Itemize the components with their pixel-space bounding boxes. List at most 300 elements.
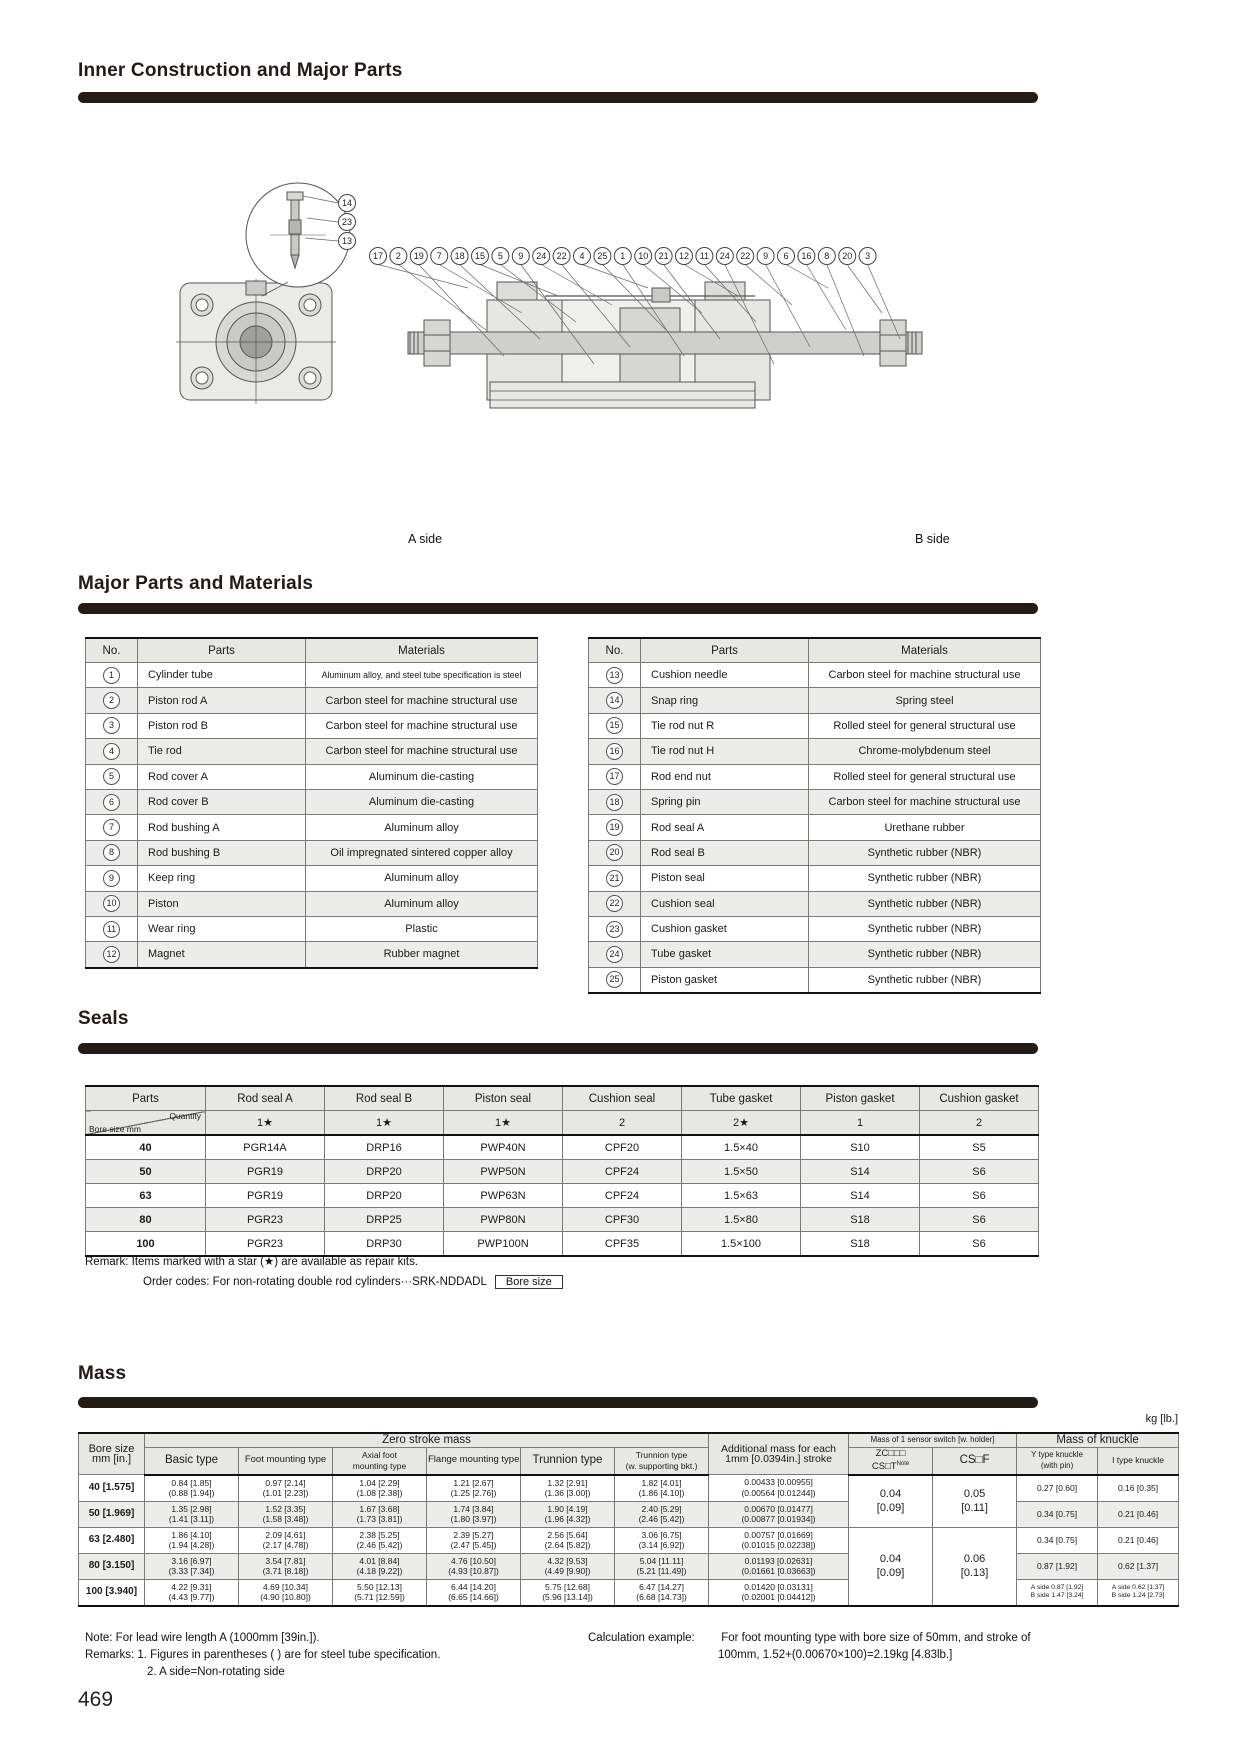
zero-stroke-mass-cell: 3.54 [7.81] (3.71 [8.18]) (239, 1553, 333, 1579)
title-rule-bar (78, 92, 1038, 103)
quantity-cell: 1 (801, 1111, 920, 1136)
part-number-cell (589, 815, 641, 840)
part-name-cell: Rod bushing B (138, 840, 306, 865)
sensor-csf-mass-cell: 0.06 [0.13] (933, 1527, 1017, 1606)
svg-text:6: 6 (783, 251, 789, 262)
sensor-zc-cst-mass-cell: 0.04 [0.09] (849, 1527, 933, 1606)
material-cell: Rolled steel for general structural use (809, 713, 1041, 738)
quantity-cell: 1★ (444, 1111, 563, 1136)
zero-stroke-mass-cell: 1.04 [2.29] (1.08 [2.38]) (333, 1475, 427, 1502)
sensor-switch-group-header: Mass of 1 sensor switch [w. holder] (849, 1433, 1017, 1447)
callout-23 (339, 214, 356, 231)
part-name-cell: Tie rod (138, 739, 306, 764)
construction-diagram (0, 130, 1240, 546)
table-row (589, 789, 1041, 814)
circled-number: 2 (103, 692, 120, 709)
part-number-cell (589, 866, 641, 891)
bore-size-cell: 100 (86, 1232, 206, 1257)
i-knuckle-mass-cell: 0.21 [0.46] (1098, 1501, 1179, 1527)
table-row (86, 713, 538, 738)
part-number-cell (86, 663, 138, 688)
table-row (589, 663, 1041, 688)
seal-value-cell: CPF24 (563, 1184, 682, 1208)
zero-stroke-mass-cell: 6.44 [14.20] (6.65 [14.66]) (427, 1579, 521, 1606)
bore-size-cell: 80 [3.150] (79, 1553, 145, 1579)
seal-value-cell: S6 (920, 1208, 1039, 1232)
bore-size-cell: 63 (86, 1184, 206, 1208)
svg-text:20: 20 (842, 251, 853, 262)
circled-number: 6 (103, 794, 120, 811)
seal-value-cell: S6 (920, 1184, 1039, 1208)
svg-text:15: 15 (474, 251, 486, 262)
svg-text:5: 5 (497, 251, 503, 262)
mass-rule-bar (78, 1397, 1038, 1408)
svg-text:2: 2 (395, 251, 401, 262)
part-name-cell: Piston rod A (138, 688, 306, 713)
circled-number: 14 (606, 692, 623, 709)
mass-unit-label: kg [lb.] (1145, 1413, 1178, 1425)
bore-quantity-corner-cell: Quantity Bore size mm (86, 1111, 206, 1136)
part-number-cell (589, 739, 641, 764)
svg-text:11: 11 (699, 251, 710, 262)
zero-stroke-mass-cell: 0.84 [1.85] (0.88 [1.94]) (145, 1475, 239, 1502)
part-number-cell (589, 688, 641, 713)
part-name-cell: Rod seal B (641, 840, 809, 865)
material-cell: Plastic (306, 916, 538, 941)
zero-stroke-mass-cell: 1.52 [3.35] (1.58 [3.48]) (239, 1501, 333, 1527)
svg-text:13: 13 (341, 236, 353, 247)
parts-table-left (85, 637, 538, 969)
column-header: Tube gasket (682, 1086, 801, 1111)
part-name-cell: Cylinder tube (138, 663, 306, 688)
header-row-2 (79, 1447, 1179, 1475)
zero-stroke-mass-cell: 2.39 [5.27] (2.47 [5.45]) (427, 1527, 521, 1553)
table-row (86, 916, 538, 941)
detail-circle (246, 183, 353, 296)
additional-mass-cell: 0.01193 [0.02631] (0.01661 [0.03663]) (709, 1553, 849, 1579)
material-cell: Synthetic rubber (NBR) (809, 942, 1041, 967)
part-name-cell: Piston gasket (641, 967, 809, 993)
svg-text:23: 23 (341, 217, 353, 228)
part-name-cell: Tie rod nut H (641, 739, 809, 764)
bore-size-cell: 63 [2.480] (79, 1527, 145, 1553)
column-header: Parts (138, 638, 306, 663)
mass-notes-right (588, 1630, 1031, 1664)
additional-mass-cell: 0.00670 [0.01477] (0.00877 [0.01934]) (709, 1501, 849, 1527)
part-name-cell: Rod end nut (641, 764, 809, 789)
sensor-csf-header: CS□F (933, 1447, 1017, 1475)
seal-value-cell: 1.5×40 (682, 1135, 801, 1160)
column-header: Parts (641, 638, 809, 663)
circled-number: 8 (103, 844, 120, 861)
header-row (589, 638, 1041, 663)
seal-value-cell: 1.5×80 (682, 1208, 801, 1232)
material-cell: Synthetic rubber (NBR) (809, 916, 1041, 941)
part-name-cell: Tube gasket (641, 942, 809, 967)
svg-text:18: 18 (454, 251, 465, 262)
i-knuckle-header: I type knuckle (1098, 1447, 1179, 1475)
column-header: Rod seal B (325, 1086, 444, 1111)
material-cell: Carbon steel for machine structural use (306, 739, 538, 764)
seal-row (86, 1135, 1039, 1160)
mounting-type-header: Axial foot mounting type (333, 1447, 427, 1475)
calc-example-line1: For foot mounting type with bore size of 50mm, and stroke of (721, 1632, 1031, 1644)
part-name-cell: Cushion seal (641, 891, 809, 916)
additional-mass-header: Additional mass for each 1mm [0.0394in.] stroke (709, 1433, 849, 1475)
callout-14 (339, 195, 356, 212)
part-name-cell: Cushion needle (641, 663, 809, 688)
part-number-cell (589, 967, 641, 993)
svg-text:24: 24 (536, 251, 547, 262)
svg-text:19: 19 (413, 251, 424, 262)
seal-value-cell: 1.5×100 (682, 1232, 801, 1257)
material-cell: Oil impregnated sintered copper alloy (306, 840, 538, 865)
zero-stroke-mass-cell: 5.04 [11.11] (5.21 [11.49]) (615, 1553, 709, 1579)
bore-size-cell: 100 [3.940] (79, 1579, 145, 1606)
quantity-cell: 2 (563, 1111, 682, 1136)
seal-value-cell: S14 (801, 1160, 920, 1184)
seal-value-cell: CPF20 (563, 1135, 682, 1160)
circled-number: 11 (103, 921, 120, 938)
part-number-cell (589, 942, 641, 967)
column-header: No. (86, 638, 138, 663)
column-header: No. (589, 638, 641, 663)
column-header: Piston seal (444, 1086, 563, 1111)
zero-stroke-mass-cell: 4.01 [8.84] (4.18 [9.22]) (333, 1553, 427, 1579)
table-row (589, 942, 1041, 967)
table-row (589, 713, 1041, 738)
svg-text:4: 4 (579, 251, 585, 262)
part-number-cell (589, 713, 641, 738)
seal-value-cell: DRP20 (325, 1184, 444, 1208)
material-cell: Rubber magnet (306, 942, 538, 968)
zero-stroke-mass-cell: 0.97 [2.14] (1.01 [2.23]) (239, 1475, 333, 1502)
seal-value-cell: CPF30 (563, 1208, 682, 1232)
seal-value-cell: PWP63N (444, 1184, 563, 1208)
circled-number: 21 (606, 870, 623, 887)
part-number-cell (86, 688, 138, 713)
material-cell: Carbon steel for machine structural use (809, 789, 1041, 814)
table-row (589, 840, 1041, 865)
bore-size-box: Bore size (495, 1275, 563, 1289)
part-name-cell: Piston rod B (138, 713, 306, 738)
part-number-cell (589, 916, 641, 941)
zero-stroke-mass-cell: 3.06 [6.75] (3.14 [6.92]) (615, 1527, 709, 1553)
part-name-cell: Rod bushing A (138, 815, 306, 840)
part-number-cell (86, 739, 138, 764)
column-header: Piston gasket (801, 1086, 920, 1111)
seal-value-cell: PWP40N (444, 1135, 563, 1160)
part-number-cell (86, 866, 138, 891)
svg-text:12: 12 (678, 251, 690, 262)
column-header: Cushion gasket (920, 1086, 1039, 1111)
material-cell: Aluminum alloy (306, 815, 538, 840)
seal-row (86, 1160, 1039, 1184)
svg-text:22: 22 (556, 251, 567, 262)
part-number-cell (86, 840, 138, 865)
zero-stroke-mass-cell: 4.22 [9.31] (4.43 [9.77]) (145, 1579, 239, 1606)
header-row (86, 1086, 1039, 1111)
circled-number: 17 (606, 768, 623, 785)
table-row (86, 764, 538, 789)
material-cell: Rolled steel for general structural use (809, 764, 1041, 789)
zero-stroke-mass-cell: 1.35 [2.98] (1.41 [3.11]) (145, 1501, 239, 1527)
seals-rule-bar (78, 1043, 1038, 1054)
part-number-cell (589, 789, 641, 814)
material-cell: Spring steel (809, 688, 1041, 713)
seal-value-cell: 1.5×63 (682, 1184, 801, 1208)
material-cell: Carbon steel for machine structural use (306, 688, 538, 713)
seal-value-cell: S6 (920, 1160, 1039, 1184)
part-name-cell: Cushion gasket (641, 916, 809, 941)
seals-table (85, 1085, 1039, 1257)
y-knuckle-mass-cell: 0.34 [0.75] (1017, 1501, 1098, 1527)
table-row (589, 688, 1041, 713)
seals-remark-1: Remark: Items marked with a star (★) are available as repair kits. (85, 1256, 419, 1268)
seals-remark-2 (143, 1275, 563, 1289)
seal-value-cell: DRP16 (325, 1135, 444, 1160)
seal-value-cell: CPF35 (563, 1232, 682, 1257)
seal-value-cell: PWP100N (444, 1232, 563, 1257)
seals-heading: Seals (78, 1008, 129, 1029)
circled-number: 20 (606, 844, 623, 861)
parts-table-right (588, 637, 1041, 994)
a-side-label: A side (408, 532, 443, 546)
part-number-cell (86, 789, 138, 814)
header-row (86, 638, 538, 663)
material-cell: Aluminum die-casting (306, 789, 538, 814)
part-name-cell: Piston seal (641, 866, 809, 891)
material-cell: Aluminum die-casting (306, 764, 538, 789)
table-row (589, 891, 1041, 916)
part-name-cell: Wear ring (138, 916, 306, 941)
table-row (86, 942, 538, 968)
sensor-zc-cst-mass-cell: 0.04 [0.09] (849, 1475, 933, 1528)
svg-text:22: 22 (740, 251, 751, 262)
table-row (86, 739, 538, 764)
mass-table (78, 1432, 1179, 1607)
y-knuckle-mass-cell: A side 0.87 [1.92] B side 1.47 [3.24] (1017, 1579, 1098, 1606)
order-codes-text: Order codes: For non-rotating double rod cylinders···SRK-NDDADL (143, 1276, 487, 1288)
y-knuckle-mass-cell: 0.34 [0.75] (1017, 1527, 1098, 1553)
table-row (589, 967, 1041, 993)
table-row (86, 840, 538, 865)
table-row (86, 688, 538, 713)
zero-stroke-mass-cell: 6.47 [14.27] (6.68 [14.73]) (615, 1579, 709, 1606)
circled-number: 15 (606, 717, 623, 734)
table-row (589, 866, 1041, 891)
i-knuckle-mass-cell: 0.16 [0.35] (1098, 1475, 1179, 1502)
zero-stroke-group-header: Zero stroke mass (145, 1433, 709, 1447)
mass-remark-1: Remarks: 1. Figures in parentheses ( ) are for steel tube specification. (85, 1649, 441, 1661)
circled-number: 24 (606, 946, 623, 963)
part-name-cell: Rod seal A (641, 815, 809, 840)
circled-number: 19 (606, 819, 623, 836)
table-row (86, 891, 538, 916)
svg-text:3: 3 (865, 251, 871, 262)
svg-text:1: 1 (620, 251, 626, 262)
column-header: Materials (809, 638, 1041, 663)
seal-value-cell: S14 (801, 1184, 920, 1208)
quantity-row (86, 1111, 1039, 1136)
material-cell: Chrome-molybdenum steel (809, 739, 1041, 764)
table-row (589, 739, 1041, 764)
svg-text:25: 25 (597, 251, 608, 262)
knuckle-group-header: Mass of knuckle (1017, 1433, 1179, 1447)
table-row (86, 789, 538, 814)
material-cell: Synthetic rubber (NBR) (809, 967, 1041, 993)
mounting-type-header: Basic type (145, 1447, 239, 1475)
header-row-1 (79, 1433, 1179, 1447)
circled-number: 1 (103, 667, 120, 684)
material-cell: Synthetic rubber (NBR) (809, 891, 1041, 916)
material-cell: Urethane rubber (809, 815, 1041, 840)
zero-stroke-mass-cell: 1.32 [2.91] (1.36 [3.00]) (521, 1475, 615, 1502)
table-row (589, 815, 1041, 840)
circled-number: 22 (606, 895, 623, 912)
circled-number: 16 (606, 743, 623, 760)
y-knuckle-mass-cell: 0.87 [1.92] (1017, 1553, 1098, 1579)
zero-stroke-mass-cell: 2.38 [5.25] (2.46 [5.42]) (333, 1527, 427, 1553)
part-number-cell (589, 663, 641, 688)
column-header: Rod seal A (206, 1086, 325, 1111)
cross-section-view (408, 282, 922, 408)
svg-text:9: 9 (763, 251, 769, 262)
material-cell: Aluminum alloy, and steel tube specification is steel (306, 663, 538, 688)
calc-example-label: Calculation example: (588, 1632, 695, 1644)
seal-value-cell: PGR14A (206, 1135, 325, 1160)
table-row (86, 866, 538, 891)
zero-stroke-mass-cell: 1.21 [2.67] (1.25 [2.76]) (427, 1475, 521, 1502)
circled-number: 4 (103, 743, 120, 760)
svg-text:8: 8 (824, 251, 830, 262)
material-cell: Carbon steel for machine structural use (306, 713, 538, 738)
major-parts-rule-bar (78, 603, 1038, 614)
material-cell: Aluminum alloy (306, 866, 538, 891)
seal-value-cell: CPF24 (563, 1160, 682, 1184)
circled-number: 13 (606, 667, 623, 684)
seal-row (86, 1184, 1039, 1208)
seal-value-cell: 1.5×50 (682, 1160, 801, 1184)
seal-value-cell: S10 (801, 1135, 920, 1160)
seal-value-cell: PWP50N (444, 1160, 563, 1184)
zero-stroke-mass-cell: 2.09 [4.61] (2.17 [4.78]) (239, 1527, 333, 1553)
part-name-cell: Tie rod nut R (641, 713, 809, 738)
i-knuckle-mass-cell: 0.62 [1.37] (1098, 1553, 1179, 1579)
sensor-csf-mass-cell: 0.05 [0.11] (933, 1475, 1017, 1528)
zero-stroke-mass-cell: 2.40 [5.29] (2.46 [5.42]) (615, 1501, 709, 1527)
page-title: Inner Construction and Major Parts (78, 60, 403, 81)
zero-stroke-mass-cell: 4.32 [9.53] (4.49 [9.90]) (521, 1553, 615, 1579)
seal-row (86, 1232, 1039, 1257)
part-name-cell: Rod cover A (138, 764, 306, 789)
part-number-cell (86, 916, 138, 941)
part-name-cell: Snap ring (641, 688, 809, 713)
seal-value-cell: PGR19 (206, 1184, 325, 1208)
seal-value-cell: DRP25 (325, 1208, 444, 1232)
parts-header: Parts (86, 1086, 206, 1111)
i-knuckle-mass-cell: A side 0.62 [1.37] B side 1.24 [2.73] (1098, 1579, 1179, 1606)
front-view (176, 279, 336, 404)
mass-row (79, 1475, 1179, 1502)
zero-stroke-mass-cell: 2.56 [5.64] (2.64 [5.82]) (521, 1527, 615, 1553)
table-row (86, 663, 538, 688)
callout-13 (339, 233, 356, 250)
part-number-cell (589, 764, 641, 789)
additional-mass-cell: 0.01420 [0.03131] (0.02001 [0.04412]) (709, 1579, 849, 1606)
circled-number: 3 (103, 717, 120, 734)
circled-number: 7 (103, 819, 120, 836)
zero-stroke-mass-cell: 4.76 [10.50] (4.93 [10.87]) (427, 1553, 521, 1579)
zero-stroke-mass-cell: 1.82 [4.01] (1.86 [4.10]) (615, 1475, 709, 1502)
circled-number: 12 (103, 946, 120, 963)
column-header: Cushion seal (563, 1086, 682, 1111)
sensor-zc-cst-header: ZC□□□ $CS□T^{Note}$ (849, 1447, 933, 1475)
part-number-cell (589, 840, 641, 865)
bore-size-cell: 50 (86, 1160, 206, 1184)
table-row (86, 815, 538, 840)
bore-size-cell: 40 [1.575] (79, 1475, 145, 1502)
material-cell: Carbon steel for machine structural use (809, 663, 1041, 688)
cylinder-section-drawing (0, 130, 1240, 460)
additional-mass-cell: 0.00757 [0.01669] (0.01015 [0.02238]) (709, 1527, 849, 1553)
circled-number: 25 (606, 971, 623, 988)
svg-text:21: 21 (658, 251, 669, 262)
material-cell: Synthetic rubber (NBR) (809, 840, 1041, 865)
part-name-cell: Spring pin (641, 789, 809, 814)
seal-value-cell: S5 (920, 1135, 1039, 1160)
seal-value-cell: PGR23 (206, 1232, 325, 1257)
seal-value-cell: S6 (920, 1232, 1039, 1257)
part-number-cell (86, 764, 138, 789)
seal-value-cell: PGR19 (206, 1160, 325, 1184)
part-number-cell (86, 942, 138, 968)
y-knuckle-mass-cell: 0.27 [0.60] (1017, 1475, 1098, 1502)
zero-stroke-mass-cell: 1.90 [4.19] (1.96 [4.32]) (521, 1501, 615, 1527)
svg-text:14: 14 (341, 198, 353, 209)
mass-row (79, 1527, 1179, 1553)
part-number-cell (589, 891, 641, 916)
quantity-cell: 2★ (682, 1111, 801, 1136)
circled-number: 18 (606, 794, 623, 811)
b-side-label: B side (915, 532, 950, 546)
mass-notes-left (85, 1630, 440, 1681)
major-parts-heading: Major Parts and Materials (78, 573, 314, 594)
y-knuckle-header: Y type knuckle (with pin) (1017, 1447, 1098, 1475)
seal-value-cell: DRP30 (325, 1232, 444, 1257)
zero-stroke-mass-cell: 5.75 [12.68] (5.96 [13.14]) (521, 1579, 615, 1606)
bore-size-cell: 40 (86, 1135, 206, 1160)
quantity-cell: 1★ (206, 1111, 325, 1136)
mounting-type-header: Trunnion type (w. supporting bkt.) (615, 1447, 709, 1475)
zero-stroke-mass-cell: 4.69 [10.34] (4.90 [10.80]) (239, 1579, 333, 1606)
mass-remark-2: 2. A side=Non-rotating side (147, 1666, 285, 1678)
svg-text:9: 9 (518, 251, 524, 262)
material-cell: Aluminum alloy (306, 891, 538, 916)
table-row (589, 916, 1041, 941)
bore-size-header: Bore size mm [in.] (79, 1433, 145, 1475)
additional-mass-cell: 0.00433 [0.00955] (0.00564 [0.01244]) (709, 1475, 849, 1502)
seal-value-cell: DRP20 (325, 1160, 444, 1184)
zero-stroke-mass-cell: 3.16 [6.97] (3.33 [7.34]) (145, 1553, 239, 1579)
i-knuckle-mass-cell: 0.21 [0.46] (1098, 1527, 1179, 1553)
mass-heading: Mass (78, 1363, 127, 1384)
mass-note: Note: For lead wire length A (1000mm [39in.]). (85, 1632, 320, 1644)
mounting-type-header: Trunnion type (521, 1447, 615, 1475)
bore-size-cell: 50 [1.969] (79, 1501, 145, 1527)
part-name-cell: Keep ring (138, 866, 306, 891)
material-cell: Synthetic rubber (NBR) (809, 866, 1041, 891)
